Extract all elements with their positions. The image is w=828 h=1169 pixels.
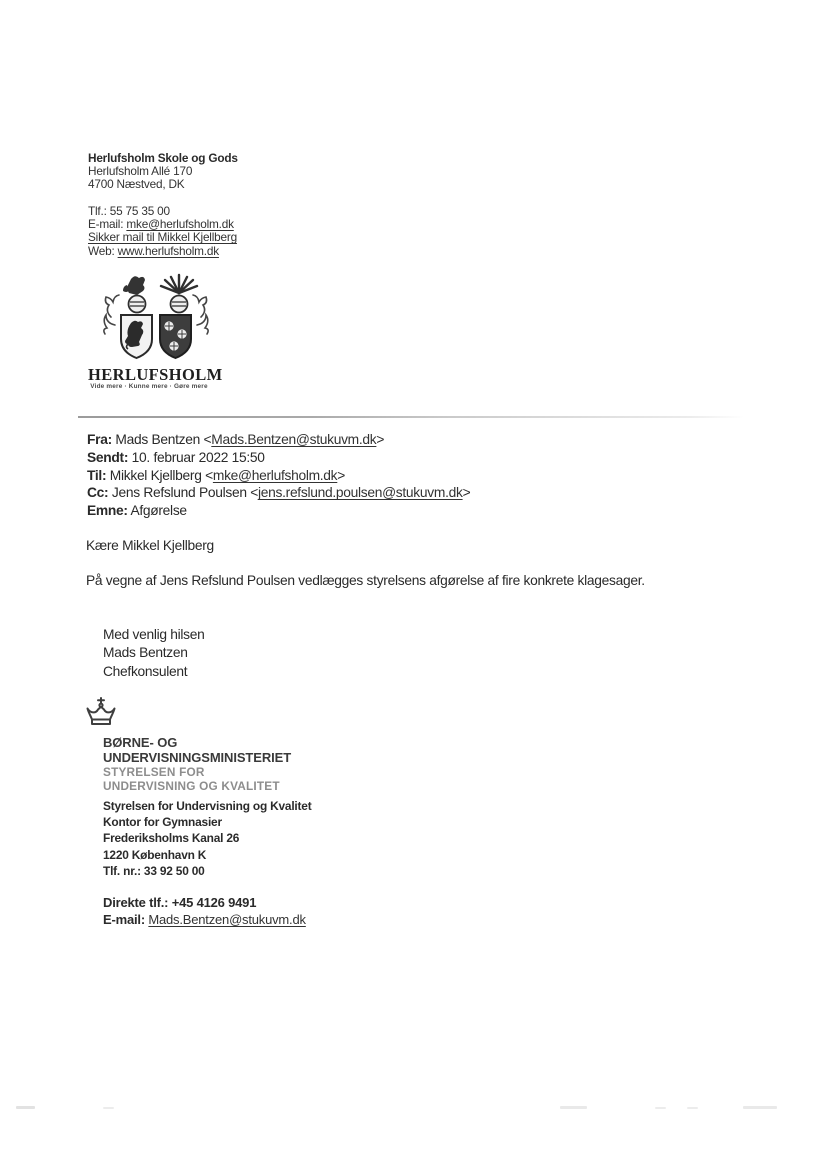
email-greeting: Kære Mikkel Kjellberg bbox=[86, 538, 214, 553]
herlufsholm-motto: Vide mere · Kunne mere · Gøre mere bbox=[90, 383, 208, 390]
ministry-address-line1: Styrelsen for Undervisning og Kvalitet bbox=[103, 799, 312, 813]
ministry-name bbox=[103, 735, 291, 766]
sender-name: Herlufsholm Skole og Gods bbox=[88, 151, 238, 165]
sent-label: Sendt: bbox=[87, 449, 129, 465]
ministry-name-line1: BØRNE- OG bbox=[103, 735, 178, 750]
divider-line bbox=[78, 416, 744, 418]
ministry-address-line2: Kontor for Gymnasier bbox=[103, 815, 222, 830]
signature-block bbox=[103, 626, 205, 681]
scan-artifact bbox=[103, 1107, 114, 1109]
sender-phone: Tlf.: 55 75 35 00 bbox=[88, 204, 170, 218]
sender-web-label: Web: bbox=[88, 243, 118, 258]
signature-title: Chefkonsulent bbox=[103, 663, 188, 679]
scan-artifact bbox=[560, 1106, 587, 1109]
sender-web-link[interactable]: www.herlufsholm.dk bbox=[117, 243, 219, 258]
subject-value: Afgørelse bbox=[127, 503, 187, 519]
subject-label: Emne: bbox=[87, 503, 128, 519]
email-body-paragraph: På vegne af Jens Refslund Poulsen vedlægges styrelsens afgørelse af fire konkrete klagesager. bbox=[86, 573, 645, 588]
ministry-agency bbox=[103, 766, 280, 793]
to-email-link[interactable]: mke@herlufsholm.dk bbox=[212, 467, 338, 483]
from-label: Fra: bbox=[87, 432, 112, 447]
from-close: > bbox=[376, 432, 385, 447]
direct-phone-line bbox=[103, 895, 306, 912]
email-sent-line bbox=[87, 449, 470, 467]
direct-phone-label: Direkte tlf.: bbox=[103, 895, 172, 910]
email-cc-line bbox=[87, 484, 470, 502]
direct-phone-value: +45 4126 9491 bbox=[171, 895, 257, 910]
ministry-address-block bbox=[103, 798, 311, 879]
from-name: Mads Bentzen < bbox=[111, 432, 212, 447]
direct-email-label: E-mail: bbox=[103, 911, 149, 927]
herlufsholm-wordmark: HERLUFSHOLM bbox=[88, 365, 223, 384]
sender-city: 4700 Næstved, DK bbox=[88, 177, 185, 192]
direct-contact-block bbox=[103, 895, 306, 928]
sent-value: 10. februar 2022 15:50 bbox=[128, 449, 265, 465]
herlufsholm-coat-of-arms-icon bbox=[97, 273, 215, 365]
scan-artifact bbox=[655, 1107, 666, 1109]
to-label: Til: bbox=[87, 467, 107, 483]
from-email-link[interactable]: Mads.Bentzen@stukuvm.dk bbox=[211, 432, 377, 447]
scan-artifact bbox=[16, 1106, 35, 1109]
sender-street: Herlufsholm Allé 170 bbox=[88, 164, 193, 179]
danish-royal-crown-icon bbox=[84, 696, 118, 734]
email-from-line bbox=[87, 431, 470, 449]
direct-email-line bbox=[103, 912, 306, 929]
email-to-line bbox=[87, 467, 470, 485]
ministry-address-line4: 1220 København K bbox=[103, 847, 207, 862]
ministry-agency-line2: UNDERVISNING OG KVALITET bbox=[103, 778, 280, 793]
signature-name: Mads Bentzen bbox=[103, 645, 188, 661]
sender-email-label: E-mail: bbox=[88, 217, 127, 232]
direct-email-link[interactable]: Mads.Bentzen@stukuvm.dk bbox=[148, 911, 306, 927]
ministry-address-line5: Tlf. nr.: 33 92 50 00 bbox=[103, 863, 205, 878]
scan-artifact bbox=[743, 1106, 777, 1109]
sender-web-line bbox=[88, 245, 237, 258]
email-header-block bbox=[87, 431, 470, 520]
sender-address-block bbox=[88, 152, 238, 192]
scan-artifact bbox=[687, 1107, 698, 1109]
secure-mail-link[interactable]: Sikker mail til Mikkel Kjellberg bbox=[88, 230, 237, 245]
cc-name: Jens Refslund Poulsen < bbox=[108, 485, 258, 501]
cc-email-link[interactable]: jens.refslund.poulsen@stukuvm.dk bbox=[258, 485, 463, 501]
ministry-name-line2: UNDERVISNINGSMINISTERIET bbox=[103, 750, 292, 766]
signature-closing: Med venlig hilsen bbox=[103, 627, 205, 642]
to-name: Mikkel Kjellberg < bbox=[106, 467, 213, 483]
ministry-agency-line1: STYRELSEN FOR bbox=[103, 765, 205, 779]
cc-close: > bbox=[462, 485, 471, 501]
sender-email-link[interactable]: mke@herlufsholm.dk bbox=[126, 217, 234, 232]
email-subject-line bbox=[87, 502, 470, 520]
sender-contact-block bbox=[88, 205, 237, 258]
cc-label: Cc: bbox=[87, 485, 109, 501]
to-close: > bbox=[337, 467, 346, 483]
ministry-address-line3: Frederiksholms Kanal 26 bbox=[103, 831, 240, 846]
